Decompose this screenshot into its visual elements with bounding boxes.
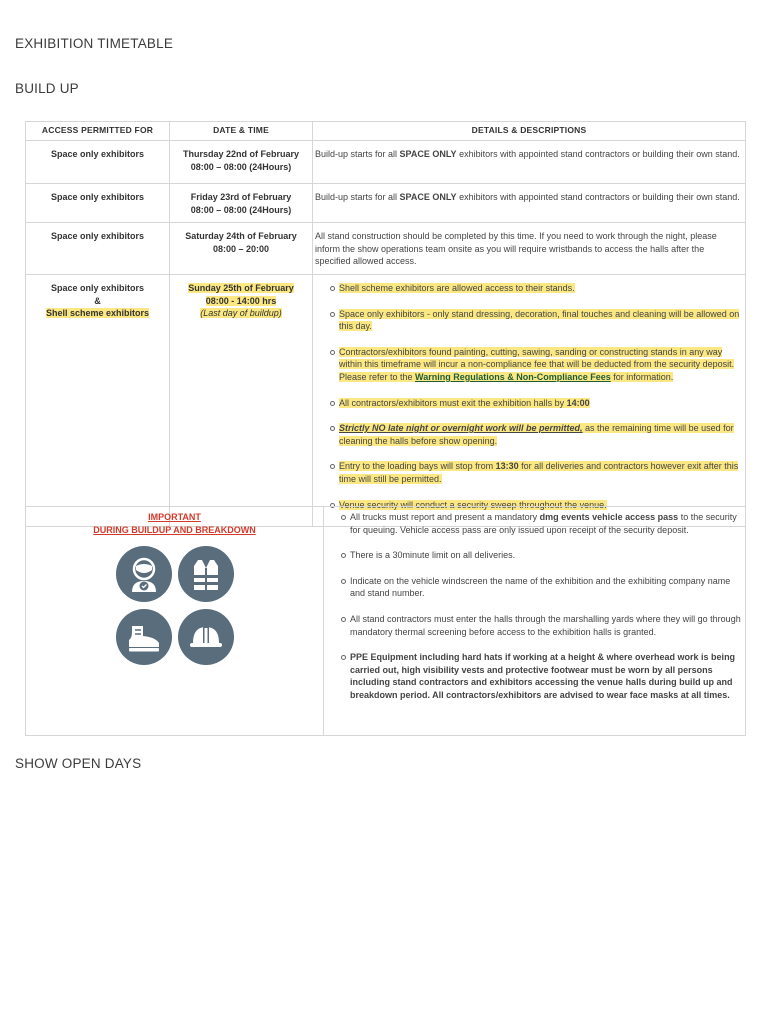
bullet-bold: Strictly NO late night or overnight work will be permitted, xyxy=(339,423,583,434)
important-cell xyxy=(26,507,324,736)
table-row xyxy=(26,141,746,184)
warning-regulations-link[interactable]: Warning Regulations & Non-Compliance Fees xyxy=(415,371,611,382)
bullet-text: for all deliveries and contractors however exit after this time will still be permitted. xyxy=(339,461,739,484)
access-cell: Space only exhibitors xyxy=(26,141,170,184)
details-cell xyxy=(313,184,746,223)
details-text: Build-up starts for all xyxy=(315,192,400,202)
time-line: 08:00 – 08:00 (24Hours) xyxy=(190,161,292,172)
details-bold: SPACE ONLY xyxy=(399,149,457,159)
details-cell: All stand construction should be completed by this time. If you need to work through the night, please inform the show operations team onsite as you will require wristbands to access the halls after the specified allowed access. xyxy=(313,223,746,275)
list-item xyxy=(339,422,741,447)
time-line: 08:00 – 08:00 (24Hours) xyxy=(190,204,292,215)
bullet-bold: dmg events vehicle access pass xyxy=(539,512,679,522)
list-item xyxy=(350,575,745,600)
bullet-bold: 13:30 xyxy=(495,461,519,472)
access-cell: Space only exhibitors xyxy=(26,223,170,275)
table-row xyxy=(26,274,746,526)
column-header-date: DATE & TIME xyxy=(170,122,313,141)
important-title: IMPORTANT xyxy=(148,512,201,522)
section-heading-show-open-days: SHOW OPEN DAYS xyxy=(15,756,142,771)
details-text: Build-up starts for all xyxy=(315,149,400,159)
details-cell xyxy=(313,274,746,526)
build-up-table xyxy=(25,121,746,527)
list-item xyxy=(350,511,745,536)
time-line: 08:00 - 14:00 hrs xyxy=(205,295,277,306)
details-text: exhibitors with appointed stand contractors or building their own stand. xyxy=(456,149,740,159)
list-item xyxy=(339,397,741,410)
list-item xyxy=(339,282,741,295)
bullet-text: Entry to the loading bays will stop from xyxy=(339,461,496,472)
important-table xyxy=(25,506,746,736)
list-item xyxy=(350,549,745,562)
access-cell: Space only exhibitors xyxy=(26,184,170,223)
table-header-row xyxy=(26,122,746,141)
bullet-text: There is a 30minute limit on all deliveries. xyxy=(350,550,516,561)
hard-hat-icon xyxy=(178,609,234,665)
ampersand: & xyxy=(94,295,101,306)
bullet-text: Space only exhibitors - only stand dressing, decoration, final touches and cleaning will be allowed on this day. xyxy=(339,308,740,332)
list-item xyxy=(339,308,741,333)
bullet-text: All stand contractors must enter the halls through the marshalling yards where they will go through mandatory thermal screening before access to the exhibition halls is granted. xyxy=(350,613,741,637)
important-subtitle: DURING BUILDUP AND BREAKDOWN xyxy=(93,524,256,535)
important-list xyxy=(324,511,745,702)
details-bold: SPACE ONLY xyxy=(399,192,457,202)
bullet-text: Indicate on the vehicle windscreen the name of the exhibition and the exhibiting company name and stand number. xyxy=(350,575,731,599)
bullet-text: Venue security will conduct a security sweep throughout the venue. xyxy=(339,499,607,510)
date-line: Thursday 22nd of February xyxy=(182,149,300,159)
details-list xyxy=(313,282,741,511)
date-cell xyxy=(170,223,313,275)
safety-boot-icon xyxy=(116,609,172,665)
date-line: Friday 23rd of February xyxy=(190,192,292,202)
important-row xyxy=(26,507,746,736)
date-cell xyxy=(170,141,313,184)
section-heading-build-up: BUILD UP xyxy=(15,81,79,96)
list-item xyxy=(350,651,745,701)
bullet-bold: PPE Equipment including hard hats if working at a height & where overhead work is being carried out, high visibility vests and protective footwear must be worn by all persons including stand contractors and exhibitors accessing the venue halls during build up and breakdown period. All contractors/exhibitors are advised to wear face masks at all times. xyxy=(350,652,736,700)
bullet-text: All trucks must report and present a mandatory xyxy=(350,512,540,522)
access-line: Space only exhibitors xyxy=(50,282,145,293)
safety-vest-icon xyxy=(178,546,234,602)
time-line: 08:00 – 20:00 xyxy=(212,243,270,254)
bullet-bold: 14:00 xyxy=(566,397,590,408)
bullet-text: as the remaining time will be used for cleaning the halls before show opening. xyxy=(339,423,734,446)
access-cell xyxy=(26,274,170,526)
details-cell xyxy=(313,141,746,184)
bullet-text: All contractors/exhibitors must exit the exhibition halls by xyxy=(339,397,567,408)
face-mask-icon xyxy=(116,546,172,602)
important-details-cell xyxy=(324,507,746,736)
date-note: (Last day of buildup) xyxy=(200,308,282,319)
list-item xyxy=(339,460,741,485)
bullet-text: to the security for queuing. Vehicle access pass are only issued upon receipt of the security deposit. xyxy=(350,512,737,535)
column-header-details: DETAILS & DESCRIPTIONS xyxy=(313,122,746,141)
table-row xyxy=(26,223,746,275)
bullet-text: for information. xyxy=(610,371,674,382)
bullet-text: Contractors/exhibitors found painting, cutting, sawing, sanding or constructing stands in any way within this timeframe will incur a non-compliance fee that will be deducted from the security deposit. Please refer to the xyxy=(339,346,735,382)
date-cell xyxy=(170,274,313,526)
bullet-text: Shell scheme exhibitors are allowed access to their stands. xyxy=(339,282,575,293)
date-line: Saturday 24th of February xyxy=(185,231,297,242)
ppe-icons xyxy=(26,546,323,665)
date-line: Sunday 25th of February xyxy=(188,282,294,293)
table-row xyxy=(26,184,746,223)
date-cell xyxy=(170,184,313,223)
list-item xyxy=(339,346,741,384)
column-header-access: ACCESS PERMITTED FOR xyxy=(26,122,170,141)
access-line-highlighted: Shell scheme exhibitors xyxy=(45,308,150,319)
page-title: EXHIBITION TIMETABLE xyxy=(15,36,174,51)
details-text: exhibitors with appointed stand contractors or building their own stand. xyxy=(456,192,740,202)
list-item xyxy=(350,613,745,638)
